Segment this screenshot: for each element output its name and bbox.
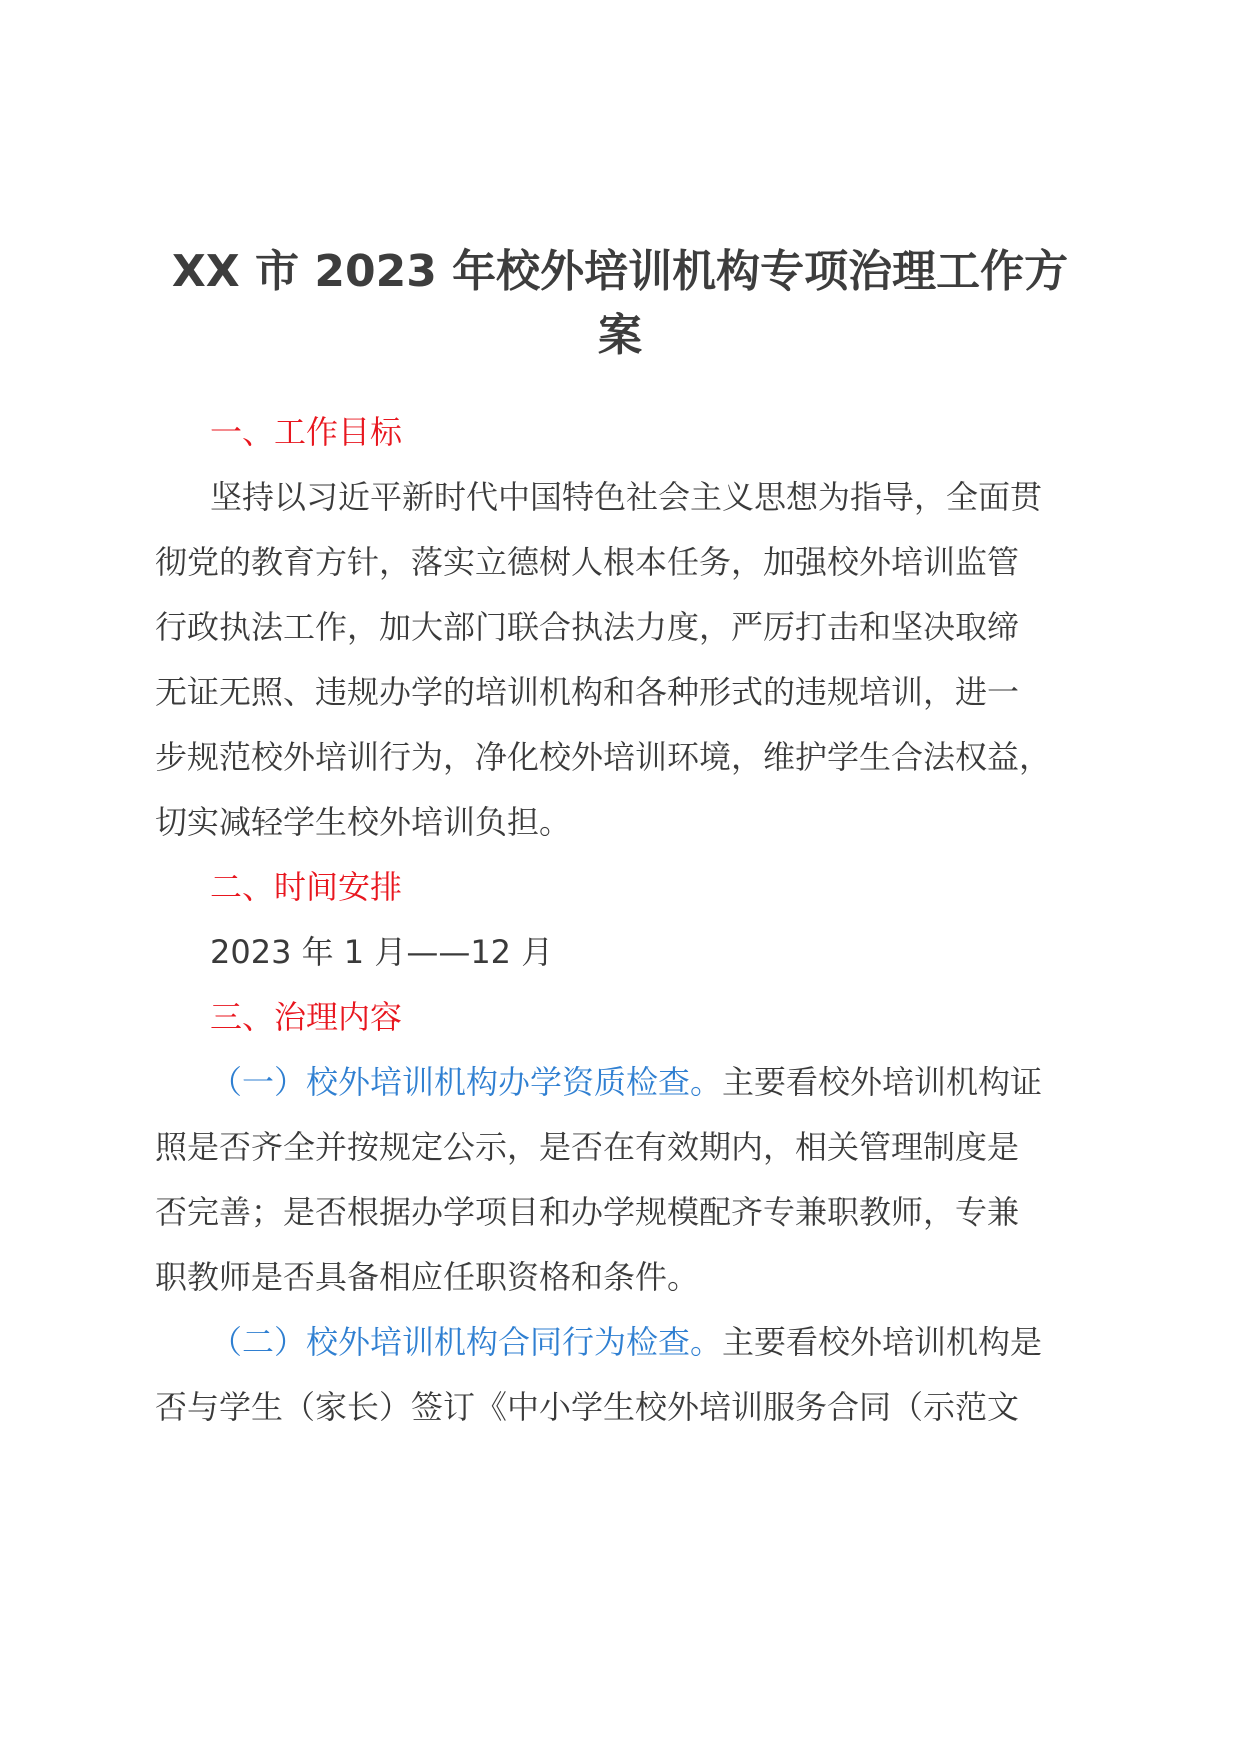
title-line: 案 xyxy=(598,310,642,361)
section-heading-schedule: 二、时间安排 xyxy=(210,868,403,906)
schedule-text: 2023 年 1 月——12 月 xyxy=(210,933,554,971)
paragraph-line: 彻党的教育方针，落实立德树人根本任务，加强校外培训监管 xyxy=(155,543,1020,581)
document-body xyxy=(155,400,1080,1440)
title-line: XX 市 2023 年校外培训机构专项治理工作方 xyxy=(171,246,1069,297)
paragraph-line: 照是否齐全并按规定公示，是否在有效期内，相关管理制度是 xyxy=(155,1128,1020,1166)
item-text: 主要看校外培训机构证 xyxy=(722,1063,1043,1101)
section-heading-content: 三、治理内容 xyxy=(210,998,403,1036)
paragraph-line: 否与学生（家长）签订《中小学生校外培训服务合同（示范文 xyxy=(155,1388,1020,1426)
item-first-line xyxy=(155,1050,1080,1115)
item-text: 主要看校外培训机构是 xyxy=(722,1323,1043,1361)
paragraph-line: 无证无照、违规办学的培训机构和各种形式的违规培训，进一 xyxy=(155,673,1020,711)
section-heading-goal: 一、工作目标 xyxy=(210,413,403,451)
paragraph-line: 否完善；是否根据办学项目和办学规模配齐专兼职教师，专兼 xyxy=(155,1193,1020,1231)
item-label: （一）校外培训机构办学资质检查。 xyxy=(210,1063,723,1101)
item-label: （二）校外培训机构合同行为检查。 xyxy=(210,1323,723,1361)
paragraph-line: 行政执法工作，加大部门联合执法力度，严厉打击和坚决取缔 xyxy=(155,608,1020,646)
document-title xyxy=(150,240,1090,368)
paragraph-line: 切实减轻学生校外培训负担。 xyxy=(155,803,572,841)
paragraph-line: 职教师是否具备相应任职资格和条件。 xyxy=(155,1258,700,1296)
item-first-line xyxy=(155,1310,1080,1375)
paragraph-line: 坚持以习近平新时代中国特色社会主义思想为指导，全面贯 xyxy=(210,478,1043,516)
paragraph-line: 步规范校外培训行为，净化校外培训环境，维护学生合法权益， xyxy=(155,738,1052,776)
